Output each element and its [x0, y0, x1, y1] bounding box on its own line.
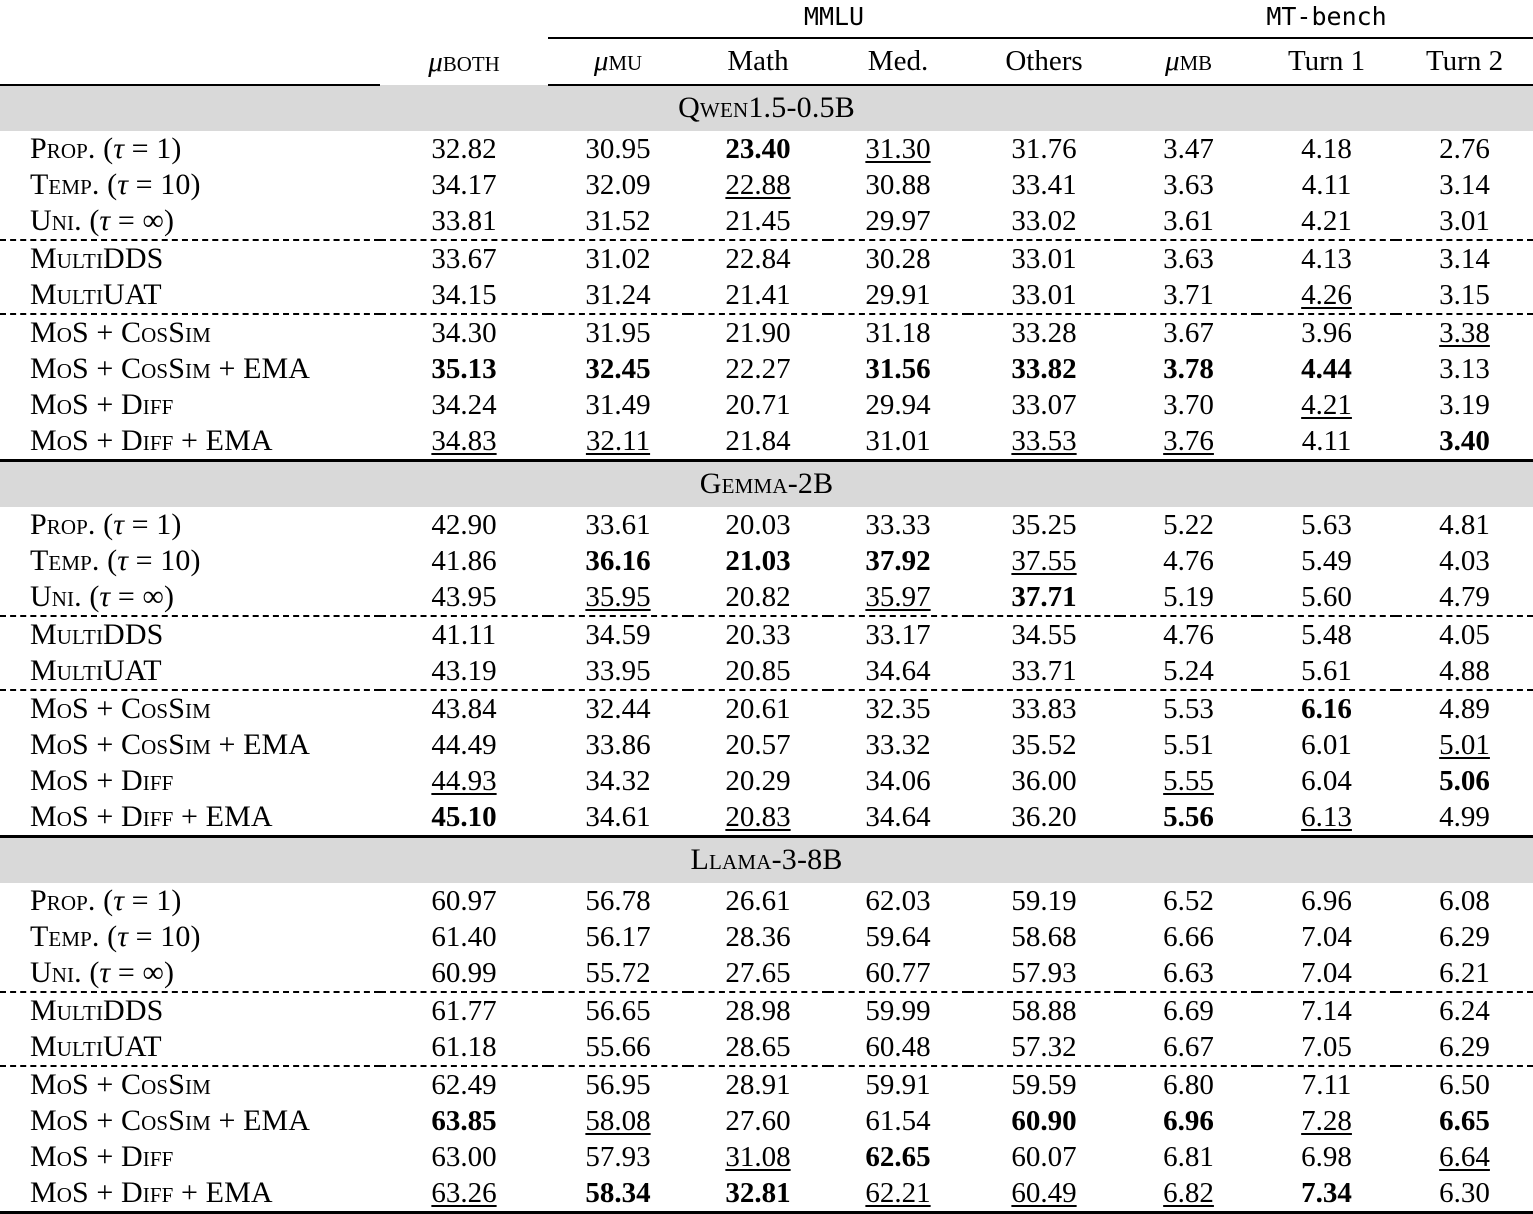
table-row	[0, 616, 1533, 653]
cell-both: 34.15	[431, 278, 497, 311]
cell-mu: 55.66	[585, 1030, 651, 1063]
cell-mb: 3.67	[1120, 314, 1257, 351]
row-method-label: MoS + CosSim + EMA	[30, 1104, 311, 1137]
cell-others: 59.19	[1011, 884, 1077, 917]
cell-math: 20.29	[725, 764, 791, 797]
header-method-blank	[0, 0, 380, 38]
cell-turn2: 3.14	[1396, 240, 1533, 277]
cell-both: 63.00	[431, 1140, 497, 1173]
cell-math: 20.85	[725, 654, 791, 687]
cell-others: 33.28	[968, 314, 1120, 351]
cell-mu: 31.24	[585, 278, 651, 311]
header-med: Med.	[828, 38, 968, 85]
row-method-label: Prop. (τ = 1)	[30, 884, 182, 917]
cell-turn2: 6.65	[1439, 1104, 1490, 1137]
cell-both: 34.30	[380, 314, 548, 351]
row-method-label: MoS + CosSim	[0, 314, 380, 351]
cell-mb: 3.76	[1163, 424, 1214, 457]
cell-turn2: 3.19	[1439, 388, 1490, 421]
cell-med: 62.65	[865, 1140, 931, 1173]
cell-med: 31.01	[865, 424, 931, 457]
cell-others: 58.68	[1011, 920, 1077, 953]
cell-med: 37.92	[865, 544, 931, 577]
cell-med: 62.03	[865, 884, 931, 917]
cell-mu: 58.08	[585, 1104, 651, 1137]
table-row	[0, 1103, 1533, 1139]
cell-mb: 3.63	[1163, 168, 1214, 201]
cell-others: 33.53	[1011, 424, 1077, 457]
cell-mu: 55.72	[585, 956, 651, 989]
cell-mb: 3.70	[1163, 388, 1214, 421]
cell-both: 43.95	[431, 580, 497, 613]
section-header-row	[0, 461, 1533, 508]
cell-mu: 31.02	[548, 240, 688, 277]
cell-mb: 3.63	[1120, 240, 1257, 277]
cell-others: 58.88	[968, 992, 1120, 1029]
row-method-label: Uni. (τ = ∞)	[30, 580, 175, 613]
cell-mu: 34.61	[585, 800, 651, 833]
cell-others: 57.32	[1011, 1030, 1077, 1063]
cell-turn1: 4.26	[1301, 278, 1352, 311]
cell-turn1: 6.16	[1257, 690, 1396, 727]
table-row	[0, 277, 1533, 314]
cell-mu: 56.65	[548, 992, 688, 1029]
cell-med: 34.64	[865, 654, 931, 687]
cell-med: 59.99	[828, 992, 968, 1029]
cell-turn2: 3.38	[1396, 314, 1533, 351]
cell-both: 45.10	[431, 800, 497, 833]
cell-mu: 32.09	[585, 168, 651, 201]
cell-mb: 3.47	[1163, 132, 1214, 165]
cell-others: 60.07	[1011, 1140, 1077, 1173]
cell-turn1: 3.96	[1257, 314, 1396, 351]
table-row	[0, 314, 1533, 351]
cell-both: 61.18	[431, 1030, 497, 1063]
cell-mb: 3.61	[1163, 204, 1214, 237]
cell-mb: 3.71	[1163, 278, 1214, 311]
cell-mb: 6.63	[1163, 956, 1214, 989]
cell-med: 31.56	[865, 352, 931, 385]
cell-turn1: 4.44	[1301, 352, 1352, 385]
cell-turn1: 4.13	[1257, 240, 1396, 277]
header-mu-mb: μMB	[1120, 38, 1257, 85]
row-method-label: MoS + CosSim	[0, 690, 380, 727]
cell-turn1: 6.13	[1301, 800, 1352, 833]
header-method-label	[0, 38, 380, 85]
cell-mb: 4.76	[1163, 544, 1214, 577]
cell-both: 41.86	[431, 544, 497, 577]
cell-med: 33.32	[865, 728, 931, 761]
cell-turn2: 3.01	[1439, 204, 1490, 237]
cell-both: 61.40	[431, 920, 497, 953]
cell-mu: 30.95	[585, 132, 651, 165]
cell-both: 35.13	[431, 352, 497, 385]
cell-turn2: 4.79	[1439, 580, 1490, 613]
cell-mb: 6.96	[1163, 1104, 1214, 1137]
row-method-label: MoS + Diff	[30, 764, 174, 797]
cell-turn2: 3.13	[1439, 352, 1490, 385]
cell-turn1: 4.21	[1301, 204, 1352, 237]
cell-med: 60.48	[865, 1030, 931, 1063]
cell-math: 23.40	[725, 132, 791, 165]
cell-others: 60.49	[968, 1175, 1120, 1213]
cell-mb: 3.78	[1163, 352, 1214, 385]
cell-mu: 56.95	[548, 1066, 688, 1103]
cell-turn1: 7.04	[1301, 956, 1352, 989]
table-row	[0, 167, 1533, 203]
row-method-label: Temp. (τ = 10)	[30, 920, 201, 953]
cell-turn1: 5.60	[1301, 580, 1352, 613]
row-method-label: MoS + Diff	[30, 1140, 174, 1173]
row-method-label: MoS + CosSim + EMA	[30, 728, 311, 761]
cell-turn1: 6.04	[1301, 764, 1352, 797]
cell-med: 29.91	[865, 278, 931, 311]
cell-both: 42.90	[431, 508, 497, 541]
cell-mu: 32.44	[548, 690, 688, 727]
cell-math: 20.57	[725, 728, 791, 761]
cell-med: 31.30	[865, 132, 931, 165]
cell-mu: 56.78	[585, 884, 651, 917]
header-group-mmlu: MMLU	[548, 0, 1120, 38]
cell-turn1: 4.11	[1301, 168, 1352, 201]
cell-mb: 6.80	[1120, 1066, 1257, 1103]
cell-both: 34.24	[431, 388, 497, 421]
cell-turn1: 7.04	[1301, 920, 1352, 953]
cell-both: 34.83	[431, 424, 497, 457]
cell-both: 32.82	[431, 132, 497, 165]
cell-turn1: 4.11	[1301, 424, 1352, 457]
cell-turn2: 4.81	[1439, 508, 1490, 541]
header-mu-both: μBOTH	[428, 46, 500, 78]
cell-med: 31.18	[828, 314, 968, 351]
cell-med: 62.21	[828, 1175, 968, 1213]
header-others: Others	[968, 38, 1120, 85]
cell-mu: 33.61	[585, 508, 651, 541]
cell-others: 33.01	[1011, 278, 1077, 311]
section-header-row	[0, 85, 1533, 131]
cell-math: 32.81	[688, 1175, 828, 1213]
cell-mb: 5.55	[1163, 764, 1214, 797]
cell-med: 60.77	[865, 956, 931, 989]
cell-math: 21.90	[688, 314, 828, 351]
table-row	[0, 1175, 1533, 1213]
cell-mb: 5.51	[1163, 728, 1214, 761]
cell-mu: 34.32	[585, 764, 651, 797]
cell-mu: 35.95	[585, 580, 651, 613]
cell-math: 28.65	[725, 1030, 791, 1063]
cell-mu: 32.11	[585, 424, 651, 457]
cell-turn1: 7.28	[1301, 1104, 1352, 1137]
cell-others: 33.07	[1011, 388, 1077, 421]
cell-mu: 33.86	[585, 728, 651, 761]
table-row	[0, 1139, 1533, 1175]
cell-mu: 33.95	[585, 654, 651, 687]
table-row	[0, 240, 1533, 277]
cell-turn2: 6.50	[1396, 1066, 1533, 1103]
cell-med: 29.94	[865, 388, 931, 421]
cell-turn1: 4.18	[1301, 132, 1352, 165]
cell-others: 37.71	[1011, 580, 1077, 613]
cell-both: 63.26	[380, 1175, 548, 1213]
cell-turn2: 4.05	[1396, 616, 1533, 653]
cell-turn2: 2.76	[1439, 132, 1490, 165]
cell-math: 20.03	[725, 508, 791, 541]
table-row	[0, 131, 1533, 167]
cell-turn2: 5.01	[1439, 728, 1490, 761]
cell-turn2: 6.24	[1396, 992, 1533, 1029]
cell-math: 27.65	[725, 956, 791, 989]
table-row	[0, 507, 1533, 543]
cell-others: 57.93	[1011, 956, 1077, 989]
cell-both: 44.93	[431, 764, 497, 797]
table-row	[0, 203, 1533, 240]
cell-both: 43.19	[431, 654, 497, 687]
cell-med: 30.28	[828, 240, 968, 277]
cell-mb: 6.69	[1120, 992, 1257, 1029]
row-method-label: MultiUAT	[30, 654, 162, 687]
cell-math: 21.84	[725, 424, 791, 457]
cell-mu: 34.59	[548, 616, 688, 653]
cell-turn2: 6.29	[1439, 1030, 1490, 1063]
table-row	[0, 423, 1533, 461]
row-method-label: MoS + Diff + EMA	[30, 424, 273, 457]
cell-both: 61.77	[380, 992, 548, 1029]
cell-mu: 58.34	[548, 1175, 688, 1213]
cell-turn1: 5.49	[1301, 544, 1352, 577]
cell-turn2: 6.21	[1439, 956, 1490, 989]
header-turn2: Turn 2	[1396, 38, 1533, 85]
cell-turn2: 5.06	[1439, 764, 1490, 797]
cell-both: 41.11	[380, 616, 548, 653]
cell-both: 33.67	[380, 240, 548, 277]
table-row	[0, 883, 1533, 919]
section-header-qwen1-5-0-5b: Qwen1.5-0.5B	[0, 85, 1533, 131]
row-method-label: Temp. (τ = 10)	[30, 168, 201, 201]
cell-math: 22.84	[688, 240, 828, 277]
cell-med: 34.64	[865, 800, 931, 833]
cell-med: 33.17	[828, 616, 968, 653]
cell-math: 28.98	[688, 992, 828, 1029]
cell-others: 36.00	[1011, 764, 1077, 797]
row-method-label: MultiDDS	[0, 240, 380, 277]
cell-med: 35.97	[865, 580, 931, 613]
cell-med: 32.35	[828, 690, 968, 727]
cell-math: 28.36	[725, 920, 791, 953]
cell-turn1: 7.11	[1257, 1066, 1396, 1103]
cell-mb: 6.82	[1120, 1175, 1257, 1213]
row-method-label: MultiDDS	[0, 616, 380, 653]
table-row	[0, 919, 1533, 955]
cell-others: 33.02	[1011, 204, 1077, 237]
cell-both: 62.49	[380, 1066, 548, 1103]
cell-turn1: 7.05	[1301, 1030, 1352, 1063]
cell-math: 21.41	[725, 278, 791, 311]
cell-others: 33.83	[968, 690, 1120, 727]
table-row	[0, 763, 1533, 799]
row-method-label: Temp. (τ = 10)	[30, 544, 201, 577]
cell-turn1: 5.61	[1301, 654, 1352, 687]
cell-others: 33.71	[1011, 654, 1077, 687]
row-method-label: MoS + Diff	[30, 388, 174, 421]
cell-mu: 32.45	[585, 352, 651, 385]
cell-others: 36.20	[1011, 800, 1077, 833]
cell-turn2: 6.08	[1439, 884, 1490, 917]
table-header	[0, 0, 1533, 85]
cell-turn2: 3.15	[1439, 278, 1490, 311]
cell-med: 29.97	[865, 204, 931, 237]
cell-mb: 5.24	[1163, 654, 1214, 687]
cell-med: 61.54	[865, 1104, 931, 1137]
cell-mb: 6.52	[1163, 884, 1214, 917]
cell-med: 30.88	[865, 168, 931, 201]
cell-mb: 6.67	[1163, 1030, 1214, 1063]
cell-turn1: 7.34	[1257, 1175, 1396, 1213]
cell-turn2: 3.40	[1439, 424, 1490, 457]
cell-others: 60.90	[1011, 1104, 1077, 1137]
cell-mu: 56.17	[585, 920, 651, 953]
cell-others: 59.59	[968, 1066, 1120, 1103]
header-group-mtbench: MT-bench	[1120, 0, 1533, 38]
cell-turn1: 6.98	[1301, 1140, 1352, 1173]
table-row	[0, 387, 1533, 423]
cell-turn1: 6.96	[1301, 884, 1352, 917]
table-row	[0, 351, 1533, 387]
header-turn1: Turn 1	[1257, 38, 1396, 85]
section-header-row	[0, 837, 1533, 884]
cell-mb: 5.22	[1163, 508, 1214, 541]
row-method-label: Uni. (τ = ∞)	[30, 204, 175, 237]
cell-both: 34.17	[431, 168, 497, 201]
header-mu-both-sub: BOTH	[442, 52, 500, 76]
cell-others: 33.82	[1011, 352, 1077, 385]
cell-both: 60.97	[431, 884, 497, 917]
cell-mb: 6.81	[1163, 1140, 1214, 1173]
row-method-label: MoS + Diff + EMA	[0, 1175, 380, 1213]
header-mu-mu: μMU	[548, 38, 688, 85]
cell-mb: 5.19	[1163, 580, 1214, 613]
section-header-llama-3-8b: Llama-3-8B	[0, 837, 1533, 884]
cell-med: 34.06	[865, 764, 931, 797]
cell-both: 33.81	[431, 204, 497, 237]
cell-math: 20.71	[725, 388, 791, 421]
row-method-label: Prop. (τ = 1)	[30, 508, 182, 541]
cell-turn1: 4.21	[1301, 388, 1352, 421]
cell-turn2: 4.99	[1439, 800, 1490, 833]
cell-mu: 31.49	[585, 388, 651, 421]
cell-mu: 57.93	[585, 1140, 651, 1173]
cell-math: 21.03	[725, 544, 791, 577]
row-method-label: MultiUAT	[30, 1030, 162, 1063]
cell-mb: 6.66	[1163, 920, 1214, 953]
cell-turn2: 4.03	[1439, 544, 1490, 577]
cell-med: 59.91	[828, 1066, 968, 1103]
cell-others: 33.41	[1011, 168, 1077, 201]
cell-med: 59.64	[865, 920, 931, 953]
header-group-row	[0, 0, 1533, 38]
cell-math: 28.91	[688, 1066, 828, 1103]
table-row	[0, 1029, 1533, 1066]
cell-mb: 5.56	[1163, 800, 1214, 833]
cell-math: 22.88	[725, 168, 791, 201]
cell-others: 35.25	[1011, 508, 1077, 541]
cell-math: 21.45	[725, 204, 791, 237]
cell-mb: 4.76	[1120, 616, 1257, 653]
cell-mu: 31.52	[585, 204, 651, 237]
cell-math: 27.60	[725, 1104, 791, 1137]
cell-others: 33.01	[968, 240, 1120, 277]
row-method-label: MultiUAT	[30, 278, 162, 311]
table-row	[0, 799, 1533, 837]
cell-math: 20.61	[688, 690, 828, 727]
table-body	[0, 85, 1533, 1213]
table-row	[0, 1066, 1533, 1103]
table-row	[0, 543, 1533, 579]
table-row	[0, 579, 1533, 616]
header-math: Math	[688, 38, 828, 85]
cell-mu: 36.16	[585, 544, 651, 577]
table-row	[0, 992, 1533, 1029]
cell-med: 33.33	[865, 508, 931, 541]
cell-math: 26.61	[725, 884, 791, 917]
cell-turn1: 5.48	[1257, 616, 1396, 653]
row-method-label: Prop. (τ = 1)	[30, 132, 182, 165]
section-header-gemma-2b: Gemma-2B	[0, 461, 1533, 508]
row-method-label: Uni. (τ = ∞)	[30, 956, 175, 989]
cell-both: 60.99	[431, 956, 497, 989]
cell-turn2: 4.89	[1396, 690, 1533, 727]
cell-turn2: 6.30	[1396, 1175, 1533, 1213]
cell-both: 43.84	[380, 690, 548, 727]
cell-math: 31.08	[725, 1140, 791, 1173]
cell-mu: 31.95	[548, 314, 688, 351]
cell-turn1: 6.01	[1301, 728, 1352, 761]
table-row	[0, 690, 1533, 727]
cell-math: 20.83	[725, 800, 791, 833]
cell-turn2: 4.88	[1439, 654, 1490, 687]
table-row	[0, 727, 1533, 763]
cell-others: 37.55	[1011, 544, 1077, 577]
cell-others: 31.76	[1011, 132, 1077, 165]
row-method-label: MultiDDS	[0, 992, 380, 1029]
cell-turn1: 5.63	[1301, 508, 1352, 541]
table-row	[0, 653, 1533, 690]
cell-turn1: 7.14	[1257, 992, 1396, 1029]
cell-turn2: 6.29	[1439, 920, 1490, 953]
row-method-label: MoS + CosSim + EMA	[30, 352, 311, 385]
row-method-label: MoS + Diff + EMA	[30, 800, 273, 833]
cell-math: 20.33	[688, 616, 828, 653]
cell-turn2: 6.64	[1439, 1140, 1490, 1173]
table-row	[0, 955, 1533, 992]
row-method-label: MoS + CosSim	[0, 1066, 380, 1103]
cell-both: 63.85	[431, 1104, 497, 1137]
cell-mb: 5.53	[1120, 690, 1257, 727]
cell-both: 44.49	[431, 728, 497, 761]
header-sub-row	[0, 38, 1533, 85]
cell-others: 34.55	[968, 616, 1120, 653]
cell-math: 22.27	[725, 352, 791, 385]
cell-others: 35.52	[1011, 728, 1077, 761]
cell-math: 20.82	[725, 580, 791, 613]
cell-turn2: 3.14	[1439, 168, 1490, 201]
